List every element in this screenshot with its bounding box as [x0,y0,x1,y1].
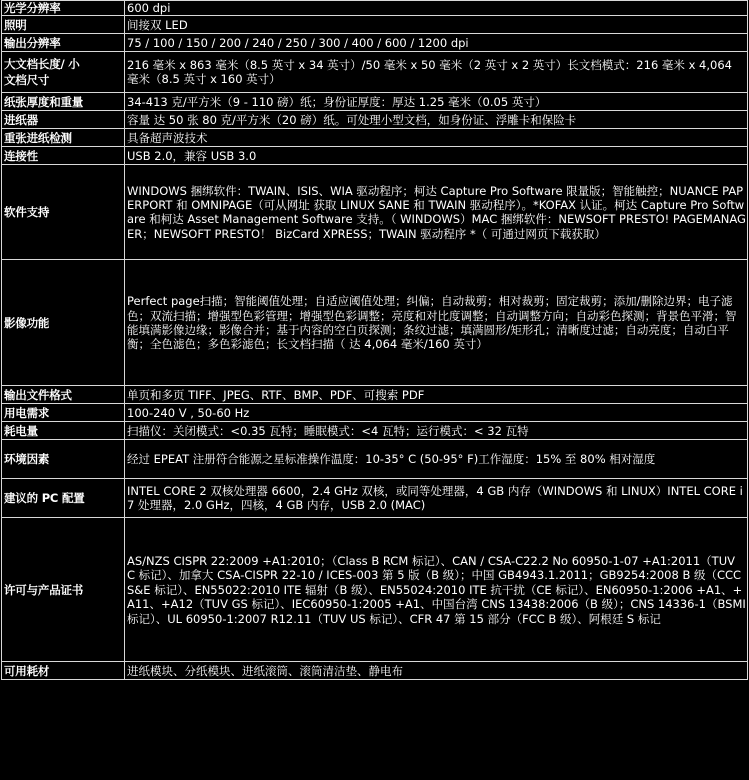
spec-value: INTEL CORE 2 双核处理器 6600，2.4 GHz 双核，或同等处理器，4 GB 内存（WINDOWS 和 LINUX）INTEL CORE i7 处理器，2.0 GHz，四核，4 GB 内存，USB 2.0 (MAC) [125,479,748,518]
spec-value: 75 / 100 / 150 / 200 / 240 / 250 / 300 / 400 / 600 / 1200 dpi [125,34,748,52]
spec-value: 具备超声波技术 [125,129,748,147]
spec-row-illumination [2,16,748,34]
spec-label: 连接性 [2,147,125,165]
spec-value: 600 dpi [125,1,748,16]
spec-row-imaging-features [2,260,748,386]
spec-row-feeder [2,111,748,129]
spec-label: 进纸器 [2,111,125,129]
spec-row-connectivity [2,147,748,165]
spec-label: 照明 [2,16,125,34]
spec-row-paper-thickness [2,93,748,111]
spec-row-software-support [2,165,748,260]
spec-value: 216 毫米 x 863 毫米（8.5 英寸 x 34 英寸）/50 毫米 x 50 毫米（2 英寸 x 2 英寸）长文档模式：216 毫米 x 4,064 毫米（8.5 英寸 x 160 英寸） [125,52,748,93]
spec-value: WINDOWS 捆绑软件：TWAIN、ISIS、WIA 驱动程序；柯达 Capture Pro Software 限量版；智能触控；NUANCE PAPERPORT 和 OMNIPAGE（可从网址 获取 LINUX SANE 和 TWAIN 驱动程序）。*KOFAX 认证。柯达 Capture Pro Software 和柯达 Asset Management Software 支持。（ WINDOWS）MAC 捆绑软件：NEWSOFT PRESTO! PAGEMANAGER；NEWSOFT PRESTO！ BizCard XPRESS；TWAIN 驱动程序 *（ 可通过网页下载获取） [125,165,748,260]
spec-row-consumables [2,662,748,680]
spec-label: 影像功能 [2,260,125,386]
spec-value: 经过 EPEAT 注册符合能源之星标准操作温度：10-35° C (50-95° F)工作湿度：15% 至 80% 相对湿度 [125,440,748,479]
spec-value: 间接双 LED [125,16,748,34]
spec-label: 建议的 PC 配置 [2,479,125,518]
spec-label: 环境因素 [2,440,125,479]
spec-row-power-consumption [2,422,748,440]
spec-value: Perfect page扫描；智能阈值处理；自适应阈值处理；纠偏；自动裁剪；相对裁剪；固定裁剪；添加/删除边界；电子滤色；双流扫描；增强型色彩管理；增强型色彩调整；亮度和对比度调整；自动调整方向；自动彩色探测；背景色平滑；智能填满影像边缘；影像合并；基于内容的空白页探测；条纹过滤；填满圆形/矩形孔；清晰度过滤；自动亮度；自动白平衡；全色滤色；多色彩滤色；长文档扫描（ 达 4,064 毫米/160 英寸） [125,260,748,386]
spec-label: 用电需求 [2,404,125,422]
spec-value: USB 2.0，兼容 USB 3.0 [125,147,748,165]
spec-value: 进纸模块、分纸模块、进纸滚筒、滚筒清洁垫、静电布 [125,662,748,680]
spec-value: 100-240 V , 50-60 Hz [125,404,748,422]
spec-row-output-formats [2,386,748,404]
spec-label: 耗电量 [2,422,125,440]
spec-row-certifications [2,518,748,662]
spec-label: 重张进纸检测 [2,129,125,147]
spec-row-optical-resolution [2,1,748,16]
spec-value: 扫描仪：关闭模式：<0.35 瓦特；睡眠模式：<4 瓦特；运行模式：< 32 瓦特 [125,422,748,440]
spec-value: AS/NZS CISPR 22:2009 +A1:2010；（Class B RCM 标记）、CAN / CSA-C22.2 No 60950-1-07 +A1:2011（TUV C 标记）、加拿大 CSA-CISPR 22-10 / ICES-003 第 5 版（B 级）；中国 GB4943.1.2011；GB9254:2008 B 级（CCC S&E 标记）、EN55022:2010 ITE 辐射（B 级）、EN55024:2010 ITE 抗干扰（CE 标记）、EN60950-1:2006 +A1、+A11、+A12（TUV GS 标记）、IEC60950-1:2005 +A1、中国台湾 CNS 13438:2006（B 级）；CNS 14336-1（BSMI 标记）、UL 60950-1:2007 R12.11（TUV US 标记）、CFR 47 第 15 部分（FCC B 级）、阿根廷 S 标记 [125,518,748,662]
spec-row-multifeed-detection [2,129,748,147]
spec-label: 软件支持 [2,165,125,260]
spec-value: 单页和多页 TIFF、JPEG、RTF、BMP、PDF、可搜索 PDF [125,386,748,404]
spec-label: 光学分辨率 [2,1,125,16]
spec-row-power-requirements [2,404,748,422]
spec-value: 容量 达 50 张 80 克/平方米（20 磅）纸。可处理小型文档，如身份证、浮雕卡和保险卡 [125,111,748,129]
spec-label: 输出分辨率 [2,34,125,52]
spec-table [1,0,748,680]
spec-row-pc-config [2,479,748,518]
spec-label: 纸张厚度和重量 [2,93,125,111]
spec-label: 输出文件格式 [2,386,125,404]
spec-row-document-size [2,52,748,93]
spec-label-line-1: 大文档长度/ 小 [4,57,80,72]
spec-label-line-2: 文档尺寸 [4,73,50,88]
spec-row-output-resolution [2,34,748,52]
spec-row-environmental [2,440,748,479]
spec-label: 可用耗材 [2,662,125,680]
spec-label: 许可与产品证书 [2,518,125,662]
spec-value: 34-413 克/平方米（9 - 110 磅）纸；身份证厚度：厚达 1.25 毫米（0.05 英寸） [125,93,748,111]
spec-label-two-line [2,52,125,93]
